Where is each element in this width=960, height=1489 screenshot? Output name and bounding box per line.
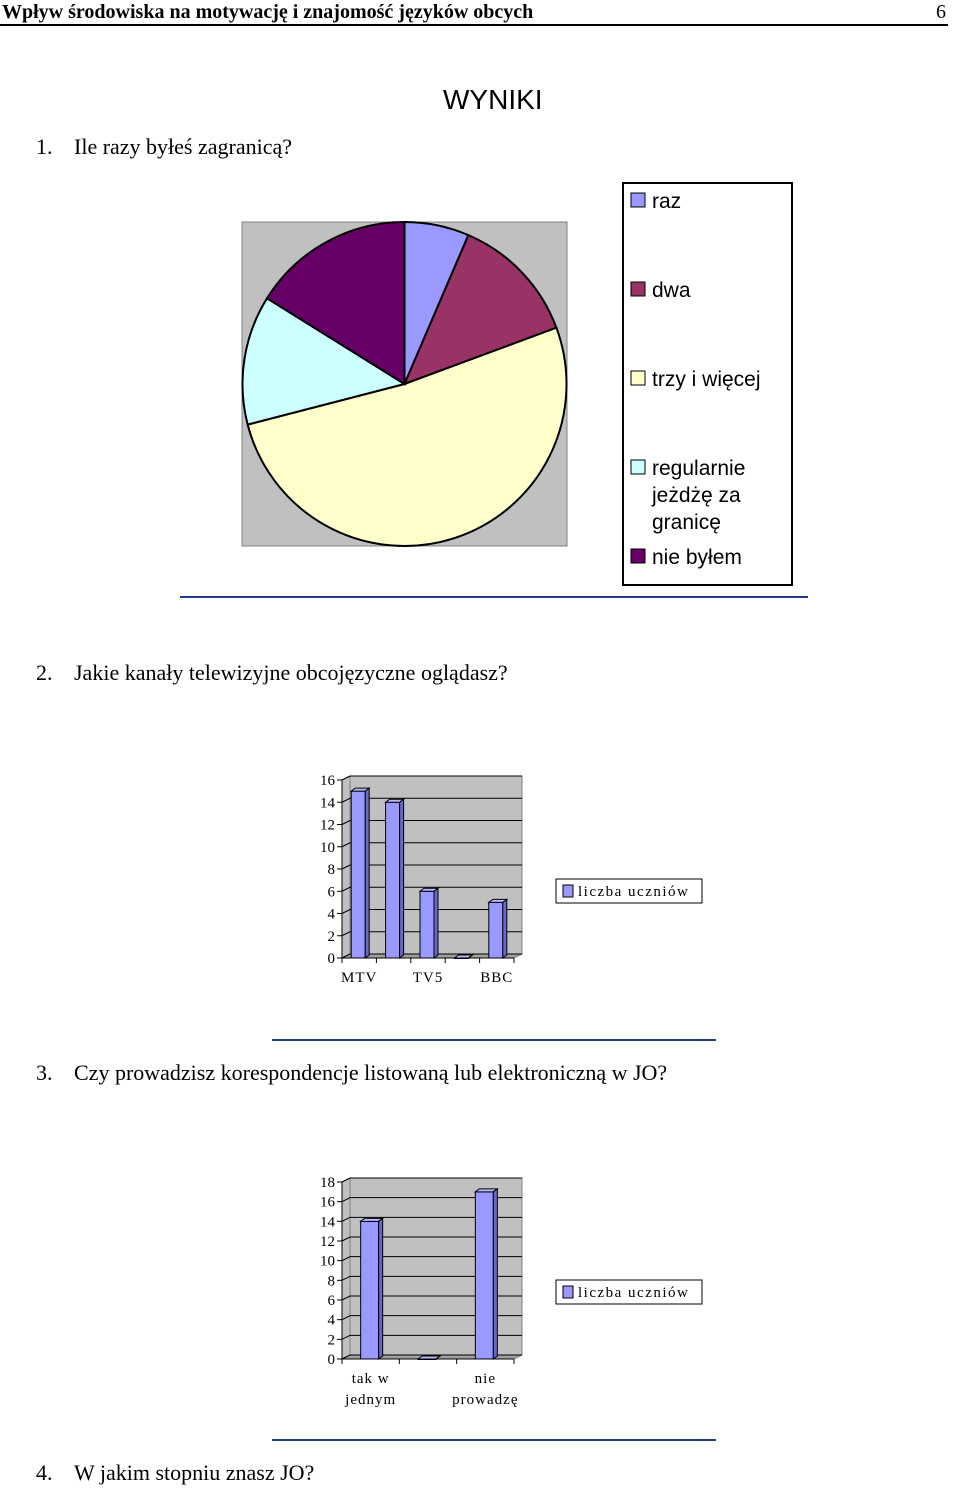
legend-swatch	[563, 1286, 573, 1298]
x-tick-label: jednym	[345, 1392, 397, 1408]
legend-label: trzy i więcej	[652, 368, 761, 391]
y-tick-label: 12	[320, 1234, 335, 1250]
bar-side	[493, 1189, 497, 1359]
y-tick-label: 16	[320, 773, 335, 789]
bar-side	[365, 788, 369, 958]
y-tick-label: 6	[327, 884, 335, 901]
legend-label: jeżdżę za	[652, 484, 741, 507]
y-tick-label: 10	[320, 839, 335, 856]
y-tick-label: 4	[327, 1312, 335, 1329]
section-title: WYNIKI	[443, 84, 543, 115]
legend-swatch	[563, 885, 573, 897]
question-number: 1.	[36, 134, 53, 159]
question-text: W jakim stopniu znasz JO?	[74, 1460, 315, 1485]
bar	[420, 891, 434, 958]
legend-swatch	[631, 371, 645, 385]
bar-side	[434, 888, 438, 958]
bar-side	[503, 899, 507, 958]
y-tick-label: 2	[327, 928, 335, 945]
x-tick-label: TV5	[412, 970, 444, 986]
question-text: Ile razy byłeś zagranicą?	[74, 134, 293, 159]
y-tick-label: 6	[327, 1293, 335, 1309]
bar-side	[400, 799, 404, 958]
question-number: 3.	[36, 1060, 53, 1085]
legend-swatch	[631, 193, 645, 207]
y-tick-label: 4	[327, 906, 335, 923]
x-tick-label: prowadzę	[452, 1392, 519, 1408]
x-tick-label: tak w	[351, 1371, 390, 1387]
question-number: 2.	[36, 660, 53, 685]
legend-label: regularnie	[652, 457, 746, 480]
legend-label: nie byłem	[652, 546, 742, 569]
y-tick-label: 12	[320, 817, 335, 834]
y-tick-label: 8	[327, 862, 335, 878]
bar	[386, 802, 400, 958]
question-text: Czy prowadzisz korespondencje listowaną lub elektroniczną w JO?	[74, 1060, 668, 1085]
x-tick-label: BBC	[480, 970, 514, 986]
bar-side	[379, 1218, 383, 1359]
legend-label: raz	[652, 190, 682, 213]
page-number: 6	[936, 1, 946, 23]
legend-label: granicę	[652, 511, 721, 534]
bar	[351, 791, 365, 958]
question-number: 4.	[36, 1460, 53, 1485]
bar	[475, 1192, 493, 1359]
bar	[361, 1221, 379, 1359]
document-title: Wpływ środowiska na motywację i znajomość języków obcych	[2, 1, 534, 23]
legend-swatch	[631, 460, 645, 474]
legend-label: liczba uczniów	[578, 884, 690, 900]
y-tick-label: 14	[320, 1214, 335, 1231]
y-tick-label: 2	[327, 1332, 335, 1349]
x-tick-label: MTV	[341, 970, 378, 986]
legend-swatch	[631, 282, 645, 296]
y-tick-label: 16	[320, 1194, 335, 1211]
y-tick-label: 10	[320, 1253, 335, 1270]
question-text: Jakie kanały telewizyjne obcojęzyczne oglądasz?	[74, 660, 508, 685]
legend-label: liczba uczniów	[578, 1285, 690, 1301]
legend-swatch	[631, 549, 645, 563]
plot-side-wall	[342, 1178, 350, 1359]
y-tick-label: 8	[327, 1273, 335, 1290]
bar	[489, 902, 503, 958]
y-tick-label: 0	[327, 1352, 335, 1368]
y-tick-label: 0	[327, 951, 335, 967]
x-tick-label: nie	[474, 1371, 496, 1387]
legend-label: dwa	[652, 279, 691, 302]
y-tick-label: 18	[320, 1175, 335, 1191]
y-tick-label: 14	[320, 795, 335, 812]
